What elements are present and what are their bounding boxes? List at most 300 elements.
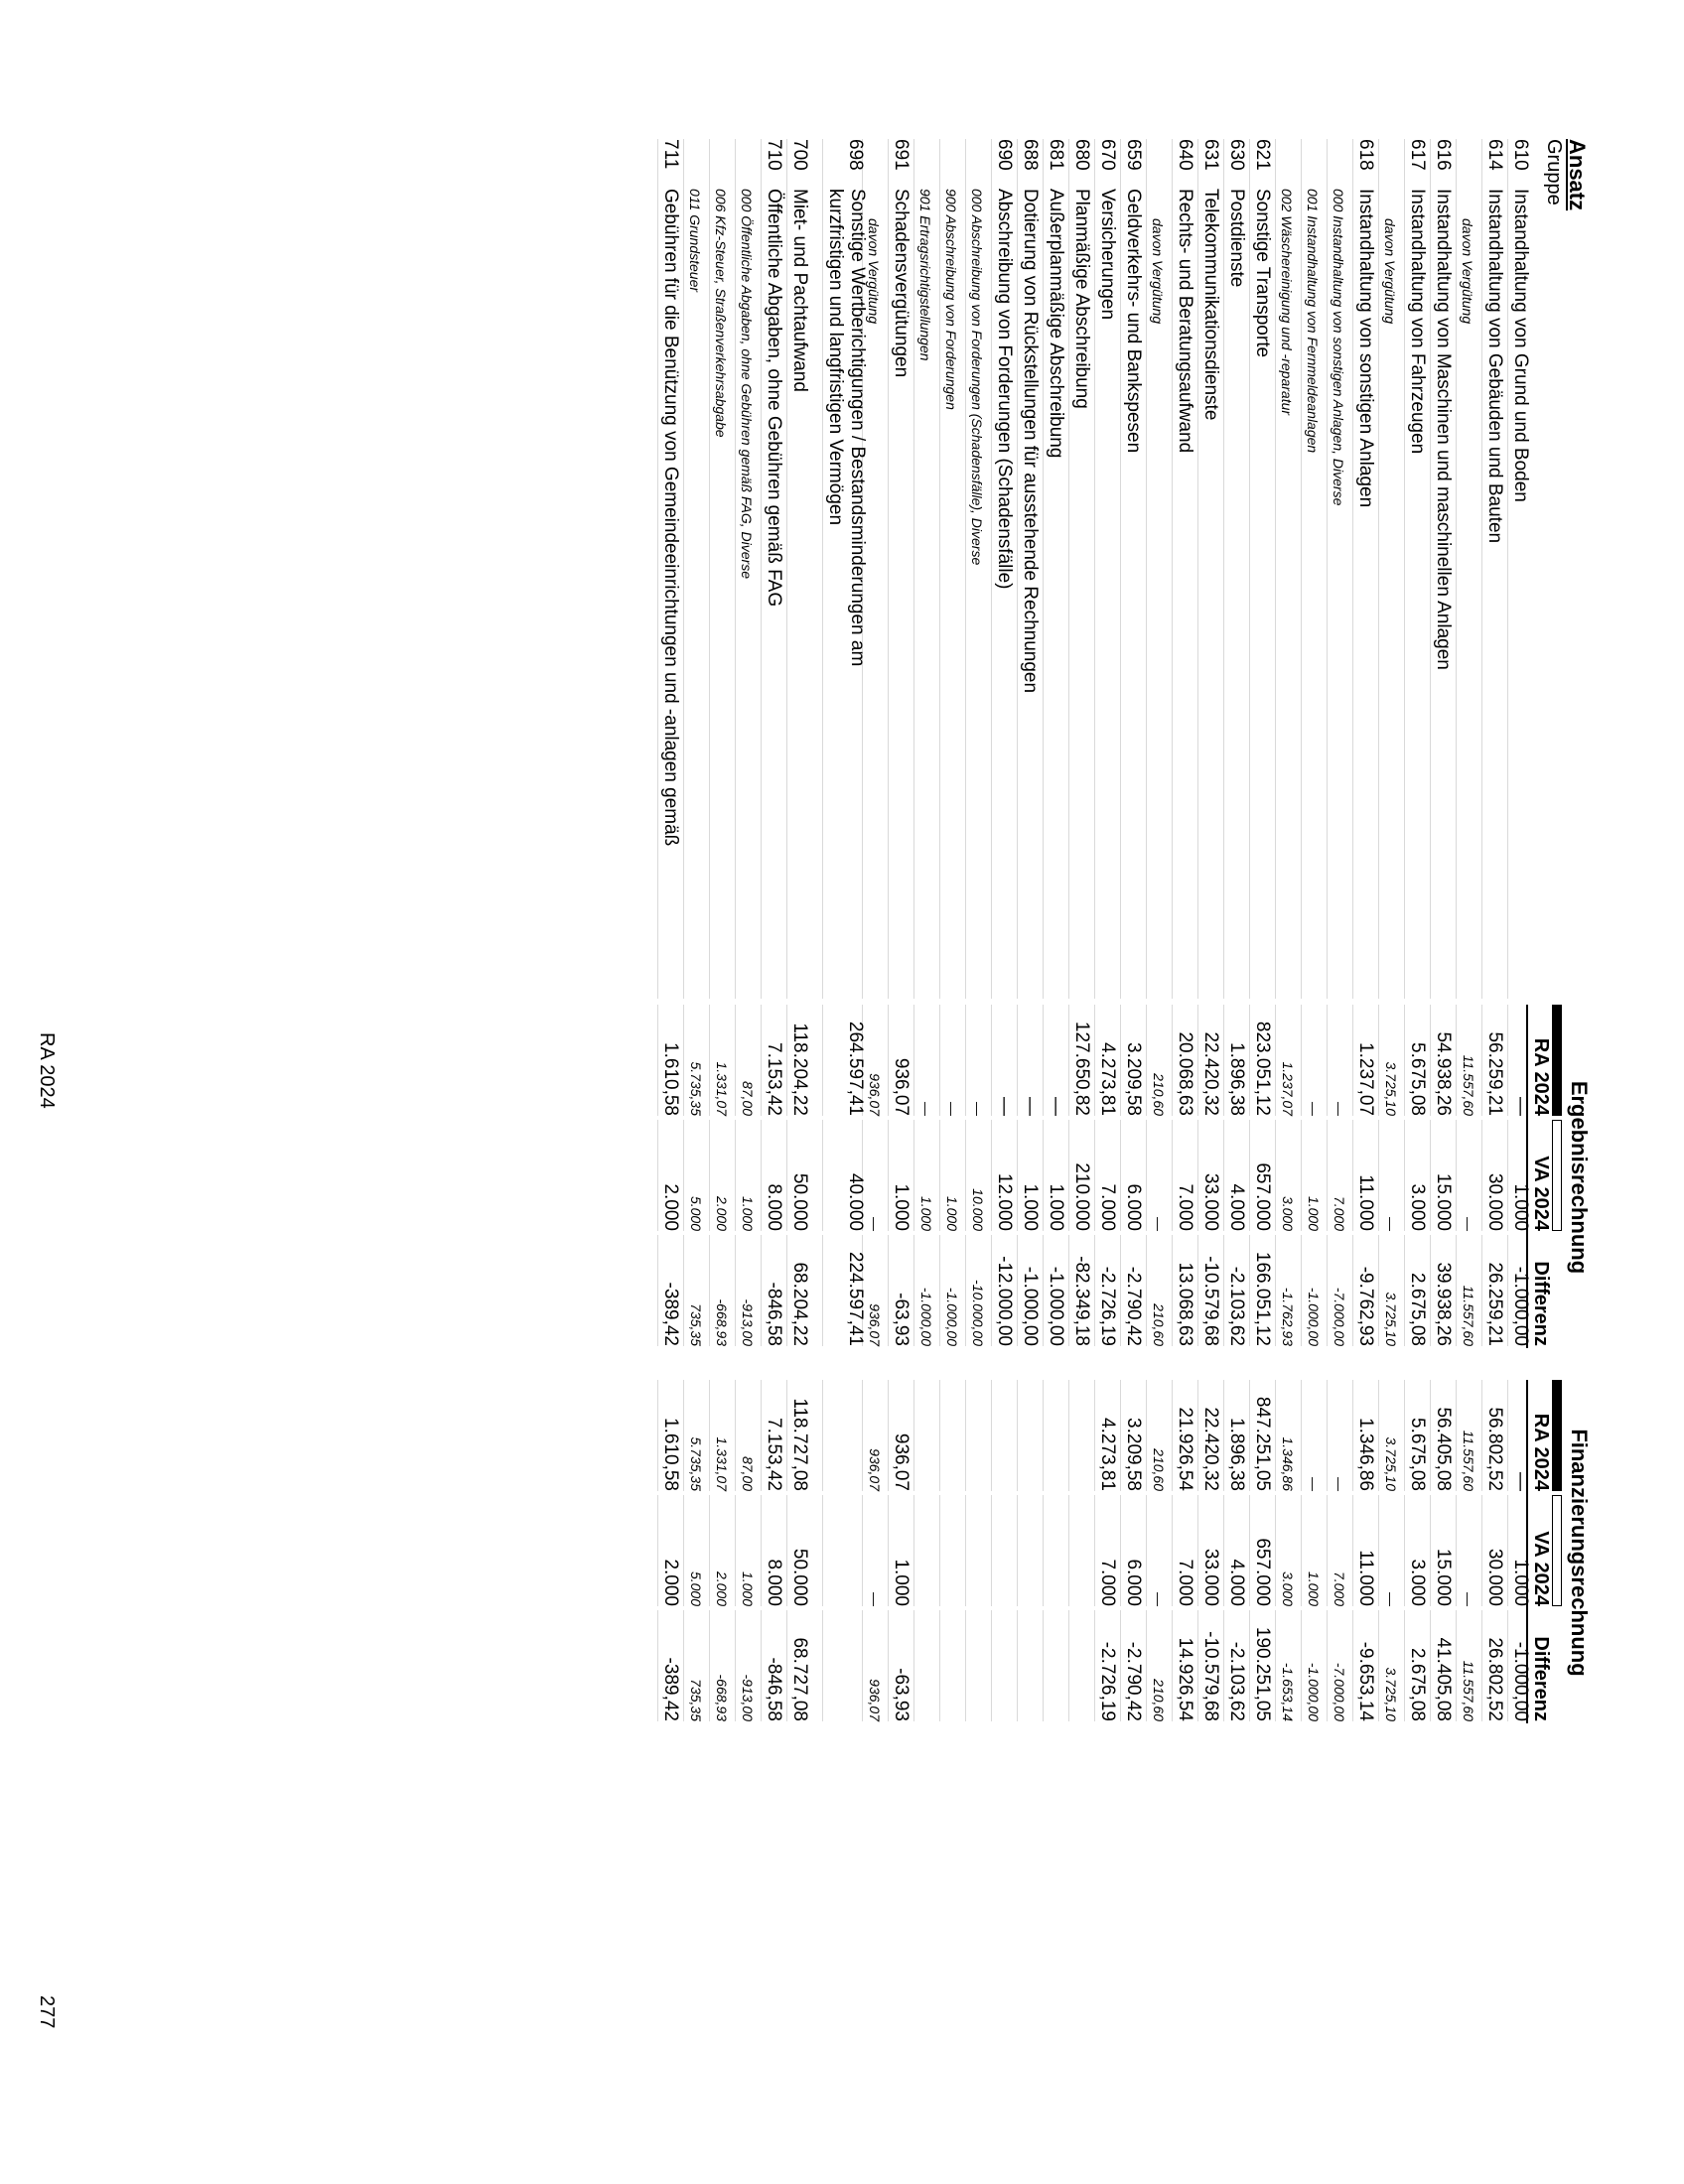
row-divider — [709, 1235, 710, 1346]
row-value: 1.000 — [1046, 1183, 1066, 1231]
row-value: 11.557,60 — [1461, 1430, 1476, 1491]
row-value: 5.000 — [688, 1570, 704, 1606]
row-divider — [1456, 1120, 1457, 1231]
row-divider — [965, 1495, 966, 1606]
row-label: davon Vergütung — [1382, 218, 1398, 325]
row-divider — [1094, 1380, 1095, 1491]
row-divider — [822, 139, 823, 999]
row-value: 14.926,54 — [1175, 1637, 1195, 1721]
row-value: 936,07 — [867, 1303, 883, 1346]
row-divider — [1249, 1610, 1250, 1721]
row-value: 6.000 — [1123, 1559, 1144, 1606]
row-divider — [822, 1610, 823, 1721]
row-value: -10.000,00 — [970, 1280, 986, 1346]
row-value: 1.000 — [891, 1559, 912, 1606]
row-divider — [888, 1120, 889, 1231]
row-value: 1.346,86 — [1355, 1418, 1376, 1491]
row-code: 710 — [764, 139, 784, 171]
row-value: 936,07 — [867, 1679, 883, 1721]
row-divider — [888, 1495, 889, 1606]
row-divider — [1120, 1235, 1121, 1346]
row-value: -10.579,68 — [1200, 1631, 1221, 1721]
row-value: 2.000 — [660, 1559, 681, 1606]
row-divider — [1327, 1235, 1328, 1346]
row-label: Planmäßige Abschreibung — [1071, 189, 1092, 409]
row-label: Abschreibung von Forderungen (Schadensfälle) — [994, 189, 1015, 590]
row-divider — [965, 1380, 966, 1491]
row-divider — [1249, 1235, 1250, 1346]
row-value: — — [1461, 1217, 1476, 1231]
table-row — [1327, 0, 1352, 2184]
row-divider — [1481, 1120, 1482, 1231]
row-value: 11.557,60 — [1461, 1285, 1476, 1346]
row-value: 264.597,41 — [845, 1021, 866, 1116]
row-value: — — [1332, 1477, 1347, 1491]
row-value: -2.726,19 — [1097, 1266, 1118, 1346]
row-divider — [1275, 1120, 1276, 1231]
row-divider — [657, 1120, 658, 1231]
row-divider — [1146, 1120, 1147, 1231]
row-value: 4.000 — [1226, 1183, 1247, 1231]
row-divider — [709, 1005, 710, 1116]
row-divider — [1275, 1610, 1276, 1721]
row-code: 698 — [845, 139, 866, 171]
row-divider — [1017, 139, 1018, 999]
row-divider — [1197, 1495, 1198, 1606]
ergebnis-col-diff: Differenz — [1530, 1261, 1552, 1346]
row-code: 688 — [1020, 139, 1041, 171]
row-divider — [1197, 1610, 1198, 1721]
row-value: — — [1510, 1097, 1531, 1116]
row-value: 210,60 — [1151, 1679, 1167, 1721]
row-value: 3.000 — [1280, 1195, 1296, 1231]
row-divider — [1481, 1610, 1482, 1721]
row-code: 621 — [1252, 139, 1273, 171]
row-divider — [1456, 1610, 1457, 1721]
row-divider — [1352, 1380, 1353, 1491]
row-value: 1.000 — [1306, 1570, 1322, 1606]
row-label: 002 Wäschereinigung und -reparatur — [1279, 189, 1295, 416]
row-value: -1.762,93 — [1280, 1287, 1296, 1346]
row-value: — — [1306, 1477, 1322, 1491]
row-value: 56.259,21 — [1484, 1031, 1505, 1116]
row-code: 680 — [1071, 139, 1092, 171]
row-value: 224.597,41 — [845, 1251, 866, 1346]
row-value: -63,93 — [891, 1668, 912, 1721]
row-divider — [1352, 139, 1353, 999]
row-value: 657.000 — [1252, 1538, 1273, 1606]
row-label: Telekommunikationsdienste — [1200, 189, 1221, 421]
row-value: -846,58 — [764, 1282, 784, 1346]
finanz-col-va: VA 2024 — [1530, 1531, 1552, 1606]
row-divider — [1404, 1610, 1405, 1721]
row-divider — [1017, 1235, 1018, 1346]
row-divider — [913, 1495, 914, 1606]
row-divider — [1120, 1120, 1121, 1231]
ergebnis-title: Ergebnisrechnung — [1567, 1080, 1592, 1275]
finanz-ra-bar — [1552, 1380, 1562, 1491]
row-code: 630 — [1226, 139, 1247, 171]
row-value: 2.675,08 — [1407, 1648, 1428, 1721]
row-value: 26.259,21 — [1484, 1262, 1505, 1346]
ansatz-heading: Ansatz — [1565, 139, 1590, 211]
row-divider — [1275, 1235, 1276, 1346]
row-divider — [1172, 1120, 1173, 1231]
row-value: -1.000,00 — [1306, 1287, 1322, 1346]
row-label: davon Vergütung — [866, 218, 882, 325]
row-divider — [1094, 1495, 1095, 1606]
row-value: 1.331,07 — [714, 1436, 730, 1491]
row-value: -1.000,00 — [1020, 1266, 1041, 1346]
row-divider — [913, 139, 914, 999]
row-divider — [822, 1380, 823, 1491]
row-value: — — [1461, 1592, 1476, 1606]
row-code: 681 — [1046, 139, 1066, 171]
row-divider — [1404, 1235, 1405, 1346]
table-row — [1197, 0, 1223, 2184]
row-divider — [939, 139, 940, 999]
row-value: 936,07 — [867, 1073, 883, 1116]
row-divider — [761, 1005, 762, 1116]
row-divider — [991, 139, 992, 999]
row-label: Sonstige Wertberichtigungen / Bestandsminderungen am kurzfristigen und langfristigen Vermögen — [825, 189, 868, 667]
row-label: Sonstige Transporte — [1252, 189, 1273, 358]
row-divider — [1017, 1005, 1018, 1116]
row-label: Dotierung von Rückstellungen für ausstehende Rechnungen — [1020, 189, 1041, 694]
row-divider — [1172, 1495, 1173, 1606]
row-divider — [822, 1005, 823, 1116]
row-value: 26.802,52 — [1484, 1637, 1505, 1721]
row-value: 13.068,63 — [1175, 1262, 1195, 1346]
table-row — [1352, 0, 1378, 2184]
row-divider — [1120, 139, 1121, 999]
row-value: 5.000 — [688, 1195, 704, 1231]
row-divider — [1043, 139, 1044, 999]
row-divider — [1456, 1380, 1457, 1491]
row-value: 118.727,08 — [789, 1398, 810, 1491]
table-row — [657, 0, 683, 2184]
row-value: 22.420,32 — [1200, 1407, 1221, 1491]
table-row — [1068, 0, 1094, 2184]
table-row — [1275, 0, 1301, 2184]
row-code: 618 — [1355, 139, 1376, 171]
table-row — [1378, 0, 1404, 2184]
row-value: — — [1151, 1217, 1167, 1231]
row-divider — [1068, 1235, 1069, 1346]
table-row — [786, 0, 812, 2184]
row-divider — [822, 1120, 823, 1231]
row-value: 3.725,10 — [1383, 1436, 1399, 1491]
row-value: 39.938,26 — [1433, 1262, 1454, 1346]
row-divider — [1456, 139, 1457, 999]
row-value: 127.650,82 — [1071, 1021, 1092, 1116]
row-value: -668,93 — [714, 1674, 730, 1721]
row-value: 4.000 — [1226, 1559, 1247, 1606]
row-divider — [939, 1380, 940, 1491]
row-divider — [1043, 1610, 1044, 1721]
row-divider — [1068, 1380, 1069, 1491]
row-divider — [939, 1235, 940, 1346]
row-value: 11.000 — [1355, 1174, 1376, 1231]
row-value: — — [1020, 1097, 1041, 1116]
row-divider — [1043, 1005, 1044, 1116]
row-value: -389,42 — [660, 1282, 681, 1346]
row-divider — [1404, 1120, 1405, 1231]
row-label: Postdienste — [1226, 189, 1247, 288]
row-divider — [913, 1005, 914, 1116]
row-value: 1.896,38 — [1226, 1042, 1247, 1116]
row-value: 7.000 — [1175, 1559, 1195, 1606]
row-value: -1.000,00 — [1306, 1662, 1322, 1721]
row-divider — [888, 1380, 889, 1491]
row-value: — — [970, 1102, 986, 1116]
row-code: 700 — [789, 139, 810, 171]
row-value: -7.000,00 — [1332, 1287, 1347, 1346]
row-divider — [1430, 1380, 1431, 1491]
row-divider — [1456, 1235, 1457, 1346]
row-label: davon Vergütung — [1460, 218, 1475, 325]
row-divider — [709, 139, 710, 999]
table-row — [1146, 0, 1172, 2184]
row-value: -846,58 — [764, 1657, 784, 1721]
row-divider — [683, 1495, 684, 1606]
row-divider — [888, 1005, 889, 1116]
row-code: 691 — [891, 139, 912, 171]
table-row — [1404, 0, 1430, 2184]
row-divider — [657, 1610, 658, 1721]
row-value: 87,00 — [740, 1080, 756, 1116]
row-value: 5.675,08 — [1407, 1042, 1428, 1116]
row-divider — [1507, 1235, 1508, 1346]
row-divider — [1094, 1610, 1095, 1721]
row-divider — [761, 1610, 762, 1721]
row-divider — [1430, 1610, 1431, 1721]
ergebnis-col-ra: RA 2024 — [1530, 1037, 1552, 1116]
row-value: — — [1383, 1217, 1399, 1231]
row-divider — [1017, 1120, 1018, 1231]
row-divider — [1120, 1380, 1121, 1491]
row-value: 5.675,08 — [1407, 1418, 1428, 1491]
row-divider — [735, 1495, 736, 1606]
row-divider — [709, 1610, 710, 1721]
row-divider — [939, 1495, 940, 1606]
row-value: 190.251,05 — [1252, 1626, 1273, 1721]
row-value: 11.557,60 — [1461, 1054, 1476, 1116]
row-value: 735,35 — [688, 1303, 704, 1346]
row-value: 50.000 — [789, 1172, 810, 1231]
row-value: 41.405,08 — [1433, 1637, 1454, 1721]
row-code: 640 — [1175, 139, 1195, 171]
row-label: 011 Grundsteuer — [687, 189, 703, 293]
row-value: 1.000 — [918, 1195, 934, 1231]
row-divider — [1223, 1610, 1224, 1721]
row-divider — [1094, 1005, 1095, 1116]
row-divider — [1275, 1495, 1276, 1606]
row-divider — [1301, 1235, 1302, 1346]
row-divider — [1197, 1005, 1198, 1116]
row-value: 2.000 — [660, 1183, 681, 1231]
row-divider — [1481, 1235, 1482, 1346]
row-divider — [991, 1005, 992, 1116]
row-label: Instandhaltung von Gebäuden und Bauten — [1484, 189, 1505, 544]
row-divider — [965, 1610, 966, 1721]
row-divider — [657, 1005, 658, 1116]
row-label: Öffentliche Abgaben, ohne Gebühren gemäß FAG — [764, 189, 784, 608]
ergebnis-ra-bar — [1552, 1005, 1562, 1116]
row-divider — [888, 139, 889, 999]
row-divider — [1430, 1495, 1431, 1606]
row-divider — [939, 1005, 940, 1116]
row-divider — [1327, 1380, 1328, 1491]
finanz-col-ra: RA 2024 — [1530, 1413, 1552, 1491]
row-label: Außerplanmäßige Abschreibung — [1046, 189, 1066, 459]
row-value: -1.000,00 — [918, 1287, 934, 1346]
row-divider — [965, 1120, 966, 1231]
row-divider — [1352, 1120, 1353, 1231]
row-label: 001 Instandhaltung von Fernmeldeanlagen — [1305, 189, 1321, 454]
row-value: -2.790,42 — [1123, 1266, 1144, 1346]
row-value: 33.000 — [1200, 1172, 1221, 1231]
row-divider — [1068, 1610, 1069, 1721]
row-divider — [913, 1120, 914, 1231]
row-value: 10.000 — [970, 1188, 986, 1231]
row-value: 7.000 — [1097, 1559, 1118, 1606]
row-divider — [1481, 1380, 1482, 1491]
row-value: -1.000,00 — [944, 1287, 960, 1346]
row-divider — [683, 1235, 684, 1346]
gruppe-heading: Gruppe — [1543, 139, 1565, 205]
row-value: -1.000,00 — [1046, 1266, 1066, 1346]
row-divider — [657, 1495, 658, 1606]
row-value: 210.000 — [1071, 1162, 1092, 1231]
row-value: 6.000 — [1123, 1183, 1144, 1231]
finanz-col-diff: Differenz — [1530, 1636, 1552, 1721]
row-value: -9.762,93 — [1355, 1266, 1376, 1346]
finanz-va-bar — [1552, 1495, 1562, 1606]
row-divider — [1197, 1120, 1198, 1231]
row-value: 936,07 — [867, 1448, 883, 1491]
row-label: Miet- und Pachtaufwand — [789, 189, 810, 392]
row-divider — [761, 1235, 762, 1346]
row-value: 1.000 — [944, 1195, 960, 1231]
row-divider — [1378, 1005, 1379, 1116]
row-divider — [1146, 1235, 1147, 1346]
row-divider — [761, 1495, 762, 1606]
row-value: 56.405,08 — [1433, 1407, 1454, 1491]
row-divider — [709, 1380, 710, 1491]
row-value: — — [1306, 1102, 1322, 1116]
row-divider — [1327, 139, 1328, 999]
row-label: davon Vergütung — [1150, 218, 1166, 325]
row-code: 614 — [1484, 139, 1505, 171]
row-divider — [1043, 1235, 1044, 1346]
row-divider — [991, 1380, 992, 1491]
row-divider — [786, 139, 787, 999]
row-divider — [1378, 1120, 1379, 1231]
page-number: 277 — [36, 1995, 58, 2029]
row-value: -913,00 — [740, 1674, 756, 1721]
row-divider — [1146, 139, 1147, 999]
row-divider — [1507, 1380, 1508, 1491]
row-value: — — [1383, 1592, 1399, 1606]
row-divider — [1301, 1495, 1302, 1606]
table-row — [1456, 0, 1481, 2184]
row-divider — [991, 1610, 992, 1721]
row-divider — [735, 1610, 736, 1721]
row-divider — [1301, 1380, 1302, 1491]
row-divider — [1068, 1005, 1069, 1116]
row-divider — [1352, 1495, 1353, 1606]
table-row — [1430, 0, 1456, 2184]
row-value: 87,00 — [740, 1455, 756, 1491]
row-value: 56.802,52 — [1484, 1407, 1505, 1491]
row-divider — [1327, 1610, 1328, 1721]
row-value: -82.349,18 — [1071, 1256, 1092, 1346]
row-value: -2.726,19 — [1097, 1641, 1118, 1721]
row-value: 1.000 — [1510, 1559, 1531, 1606]
table-row — [913, 0, 939, 2184]
row-value: -668,93 — [714, 1298, 730, 1346]
row-value: 1.346,86 — [1280, 1436, 1296, 1491]
row-value: 33.000 — [1200, 1548, 1221, 1606]
row-value: -63,93 — [891, 1293, 912, 1346]
row-divider — [1327, 1495, 1328, 1606]
table-row — [1120, 0, 1146, 2184]
row-divider — [1507, 139, 1508, 999]
table-row — [965, 0, 991, 2184]
row-divider — [1223, 1380, 1224, 1491]
row-value: 2.675,08 — [1407, 1273, 1428, 1346]
row-divider — [991, 1495, 992, 1606]
row-divider — [1223, 1495, 1224, 1606]
row-divider — [822, 1235, 823, 1346]
row-value: 7.153,42 — [764, 1418, 784, 1491]
row-divider — [1172, 1005, 1173, 1116]
row-value: 30.000 — [1484, 1172, 1505, 1231]
row-divider — [888, 1235, 889, 1346]
table-row — [1223, 0, 1249, 2184]
row-value: -913,00 — [740, 1298, 756, 1346]
row-divider — [1223, 1235, 1224, 1346]
row-value: -2.790,42 — [1123, 1641, 1144, 1721]
row-divider — [1017, 1610, 1018, 1721]
row-value: 1.237,07 — [1280, 1061, 1296, 1116]
row-value: 12.000 — [994, 1172, 1015, 1231]
row-value: — — [1151, 1592, 1167, 1606]
row-value: 1.000 — [740, 1570, 756, 1606]
row-divider — [1017, 1380, 1018, 1491]
row-divider — [786, 1120, 787, 1231]
row-divider — [786, 1235, 787, 1346]
row-divider — [683, 1120, 684, 1231]
row-divider — [1378, 1235, 1379, 1346]
row-divider — [1094, 1120, 1095, 1231]
row-value: 3.209,58 — [1123, 1418, 1144, 1491]
row-divider — [1301, 1610, 1302, 1721]
row-divider — [1223, 1005, 1224, 1116]
row-divider — [1301, 1005, 1302, 1116]
row-value: 1.896,38 — [1226, 1418, 1247, 1491]
row-divider — [939, 1610, 940, 1721]
row-divider — [991, 1235, 992, 1346]
row-label: Versicherungen — [1097, 189, 1118, 321]
row-divider — [1456, 1495, 1457, 1606]
row-value: 7.000 — [1332, 1570, 1347, 1606]
row-divider — [965, 1235, 966, 1346]
row-value: 3.725,10 — [1383, 1292, 1399, 1346]
row-divider — [683, 1610, 684, 1721]
row-label: 901 Ertragsrichtigstellungen — [917, 189, 933, 361]
